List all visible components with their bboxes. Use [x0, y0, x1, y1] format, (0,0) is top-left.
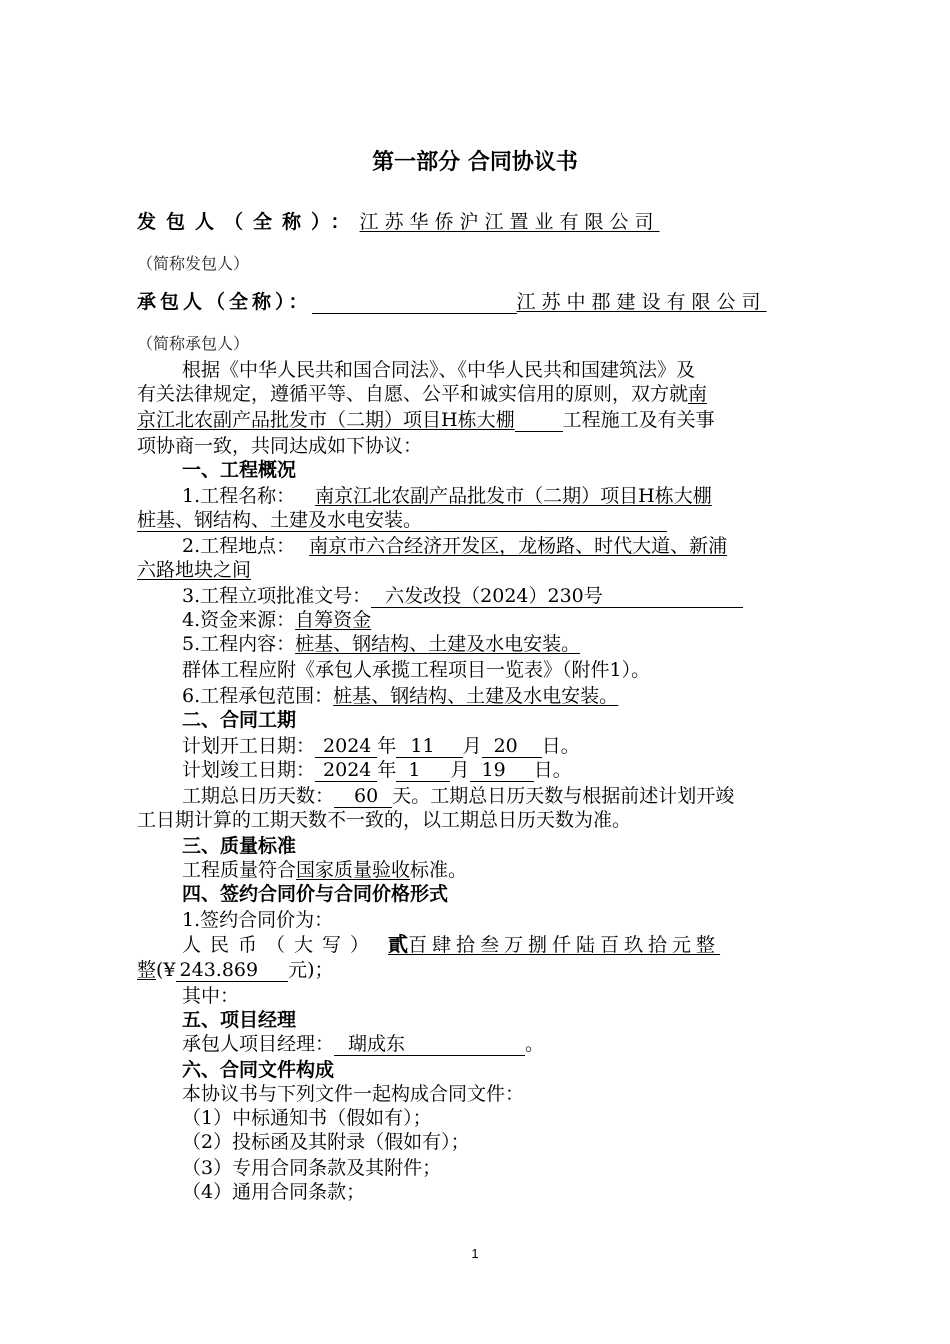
contractor-blank: [312, 291, 517, 314]
approval-line: [182, 584, 827, 608]
fund-line: [182, 608, 827, 632]
intro-line-1: 根据《中华人民共和国合同法》、《中华人民共和国建筑法》及: [182, 359, 696, 381]
quality-text-a: 工程质量符合: [182, 859, 297, 881]
contractor-name: 江苏中郡建设有限公司: [516, 291, 767, 313]
intro-project-start: 南: [688, 383, 708, 405]
project-manager-end: 。: [525, 1033, 545, 1055]
employer-name: 江苏华侨沪江置业有限公司: [359, 211, 660, 233]
intro-line-2-text: 有关法律规定，遵循平等、自愿、公平和诚实信用的原则，双方就: [137, 383, 689, 405]
content-label: 5.工程内容：: [182, 633, 296, 655]
start-date-line: [182, 734, 827, 758]
scope-value: 桩基、钢结构、土建及水电安装。: [333, 685, 619, 707]
duration-line: [182, 784, 827, 808]
project-location-value-2: 六路地块之间: [137, 559, 252, 581]
start-year-word: 年: [377, 735, 397, 757]
rmb-line-2: [137, 958, 827, 982]
start-day-word: 日。: [541, 735, 580, 757]
contractor-line: [137, 290, 827, 314]
rmb-big-char: 貳: [388, 932, 409, 956]
start-month-word: 月: [462, 735, 482, 757]
scope-label: 6.工程承包范围：: [182, 685, 334, 707]
group-note: 群体工程应附《承包人承揽工程项目一览表》（附件1）。: [182, 659, 651, 681]
project-location-line: [182, 534, 827, 558]
fund-value: 自筹资金: [295, 609, 372, 631]
project-manager-label: 承包人项目经理：: [182, 1033, 335, 1055]
intro-line-4: 项协商一致，共同达成如下协议：: [137, 435, 423, 457]
rmb-amount: 243.869: [176, 959, 289, 982]
end-day-word: 日。: [533, 759, 572, 781]
end-year: 2024: [315, 759, 377, 782]
employer-line: [137, 210, 827, 234]
section-2-heading: 二、合同工期: [182, 709, 297, 731]
document-item: （2）投标函及其附录（假如有）；: [182, 1131, 470, 1153]
section-4-heading: 四、签约合同价与合同价格形式: [182, 883, 449, 905]
project-name-value-2: 桩基、钢结构、土建及水电安装。: [137, 509, 667, 532]
quality-line: [182, 858, 827, 882]
document-item: （4）通用合同条款；: [182, 1181, 366, 1203]
intro-line-2: [137, 382, 827, 406]
fund-label: 4.资金来源：: [182, 609, 296, 631]
intro-project-name: 京江北农副产品批发市（二期）项目H栋大棚: [137, 409, 515, 431]
project-manager-value: 瑚成东: [334, 1033, 525, 1056]
end-date-line: [182, 758, 827, 782]
section-6-heading: 六、合同文件构成: [182, 1059, 335, 1081]
end-month-word: 月: [450, 759, 470, 781]
start-day: 20: [482, 735, 542, 758]
intro-line-3: [137, 408, 827, 432]
project-location-label: 2.工程地点：: [182, 535, 296, 557]
end-year-word: 年: [377, 759, 397, 781]
section-5-heading: 五、项目经理: [182, 1009, 297, 1031]
duration-line-2: 工日期计算的工期天数不一致的，以工期总日历天数为准。: [137, 809, 632, 831]
document-item: （1）中标通知书（假如有）；: [182, 1107, 432, 1129]
page-number: 1: [471, 1246, 479, 1261]
intro-line-3-text: 工程施工及有关事: [562, 409, 715, 431]
project-name-value: 南京江北农副产品批发市（二期）项目H栋大棚: [315, 485, 712, 507]
rmb-line-2-char: 整: [137, 959, 157, 981]
scope-line: [182, 684, 827, 708]
quality-text-c: 标准。: [410, 859, 468, 881]
documents-intro: 本协议书与下列文件一起构成合同文件：: [182, 1083, 525, 1105]
project-name-line: [182, 484, 827, 508]
section-3-heading: 三、质量标准: [182, 835, 297, 857]
section-1-heading: 一、工程概况: [182, 459, 297, 481]
duration-label: 工期总日历天数：: [182, 785, 335, 807]
content-line: [182, 632, 827, 656]
rmb-label: 人民币（大写）: [182, 934, 379, 956]
project-name-label: 1.工程名称：: [182, 485, 296, 507]
start-year: 2024: [315, 735, 377, 758]
duration-value: 60: [334, 785, 392, 808]
end-day: 19: [470, 759, 534, 782]
employer-label: 发包人（全称）：: [137, 211, 360, 233]
price-label-line: 1.签约合同价为：: [182, 909, 334, 931]
start-date-label: 计划开工日期：: [182, 735, 316, 757]
rmb-line: [182, 932, 827, 957]
document-item: （3）专用合同条款及其附件；: [182, 1157, 442, 1179]
rmb-unit: 元)；: [288, 959, 334, 981]
page-title: 第一部分 合同协议书: [372, 150, 578, 175]
among-line: 其中：: [182, 985, 240, 1007]
project-location-line-2: [137, 558, 827, 582]
contractor-label: 承包人（全称）：: [137, 291, 312, 313]
intro-blank: [515, 409, 563, 432]
rmb-value: 百肆拾叁万捌仟陆百玖拾元整: [408, 934, 721, 956]
end-date-label: 计划竣工日期：: [182, 759, 316, 781]
duration-text: 天。工期总日历天数与根据前述计划开竣: [392, 785, 735, 807]
rmb-currency: (¥: [156, 959, 176, 981]
end-month: 1: [396, 759, 450, 782]
project-location-value: 南京市六合经济开发区，龙杨路、时代大道、新浦: [309, 535, 728, 557]
contractor-short: （简称承包人）: [137, 334, 250, 353]
quality-standard: 国家质量验收: [296, 859, 411, 881]
employer-short: （简称发包人）: [137, 254, 250, 273]
project-name-line-2: [137, 508, 827, 532]
project-manager-line: [182, 1032, 827, 1056]
approval-value: 六发改投（2024）230号: [371, 585, 743, 608]
start-month: 11: [396, 735, 462, 758]
content-value: 桩基、钢结构、土建及水电安装。: [295, 633, 581, 655]
approval-label: 3.工程立项批准文号：: [182, 585, 372, 607]
